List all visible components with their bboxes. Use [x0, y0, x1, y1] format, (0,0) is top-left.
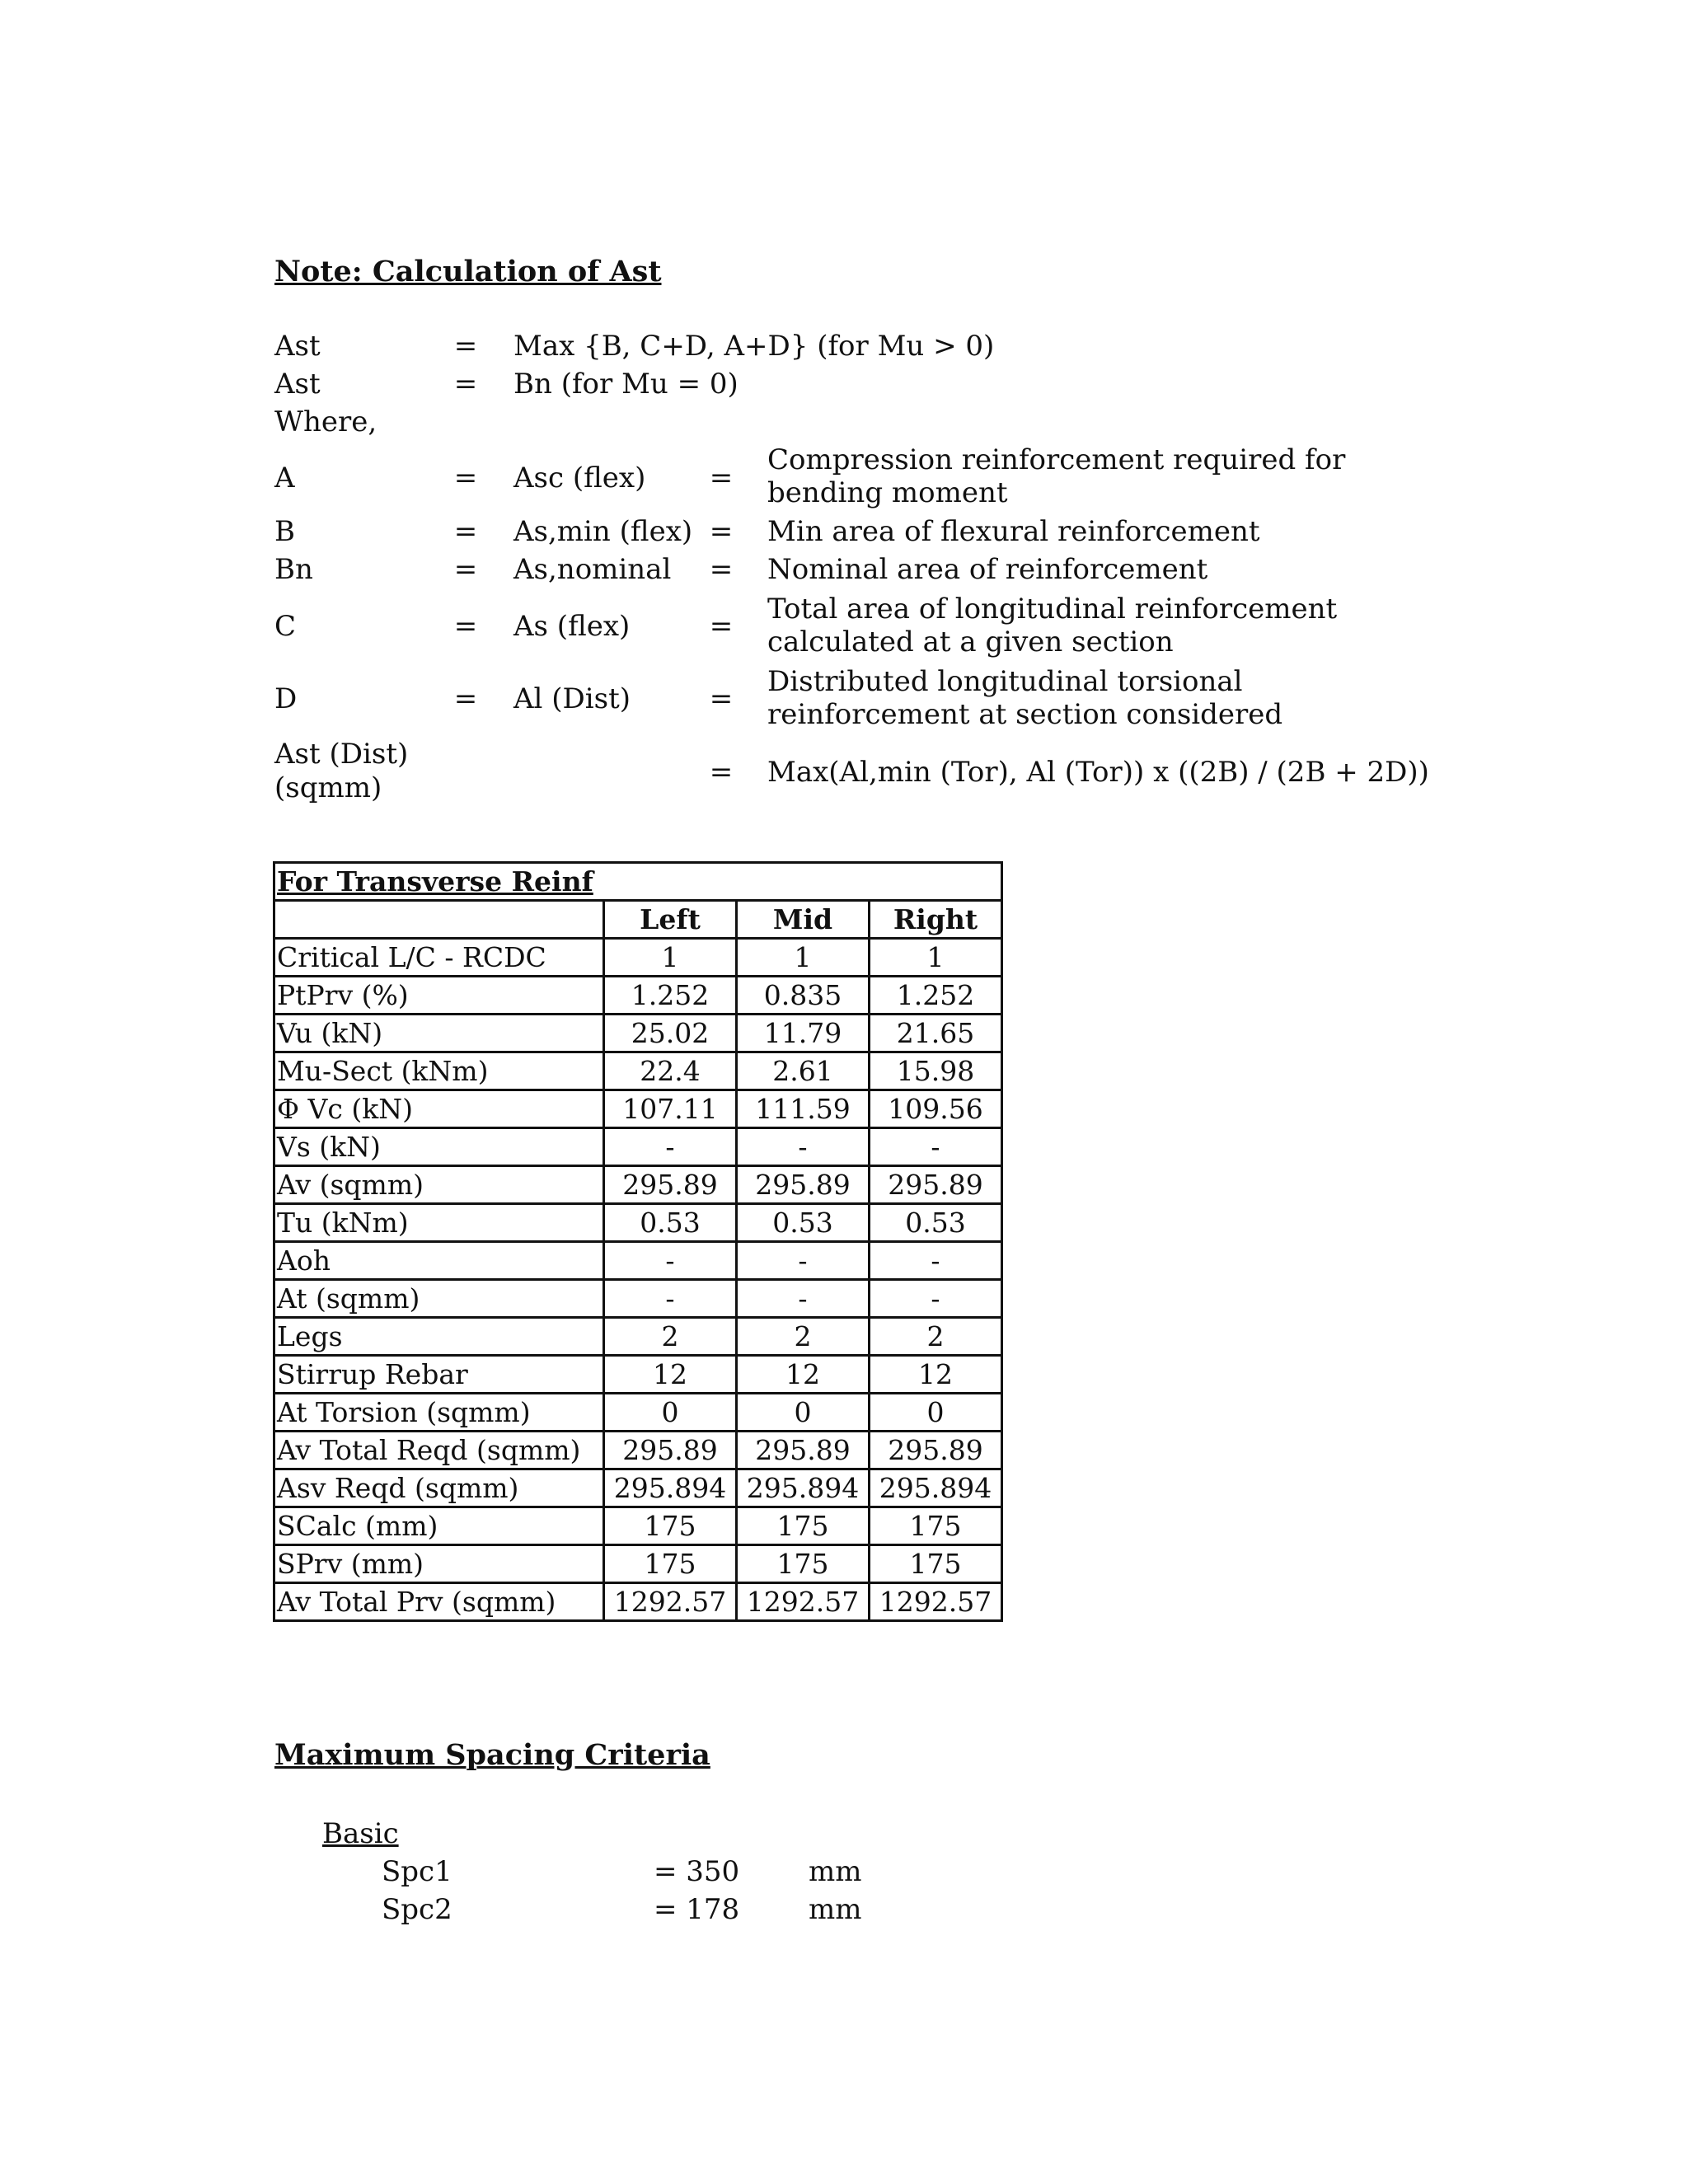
cell-right: 175: [870, 1507, 1002, 1545]
cell-left: 2: [604, 1318, 737, 1356]
table-row: [274, 1204, 1002, 1242]
row-label: PtPrv (%): [274, 977, 604, 1015]
cell-right: 21.65: [870, 1015, 1002, 1052]
table-row: [274, 1394, 1002, 1432]
cell-left: -: [604, 1128, 737, 1166]
cell-mid: 175: [737, 1507, 870, 1545]
cell-mid: 175: [737, 1545, 870, 1583]
cell-left: 22.4: [604, 1052, 737, 1090]
cell-right: 2: [870, 1318, 1002, 1356]
def-d-desc: Distributed longitudinal torsional reinforcement at section considered: [767, 665, 1283, 731]
cell-right: 295.89: [870, 1432, 1002, 1469]
table-row: [274, 977, 1002, 1015]
spc1-unit: mm: [809, 1855, 862, 1888]
table-row: [274, 1128, 1002, 1166]
ast-dist-eq: =: [709, 756, 734, 789]
max-spacing-title: Maximum Spacing Criteria: [274, 1738, 710, 1772]
spc2-value: = 178: [654, 1893, 740, 1926]
table-row: [274, 1583, 1002, 1621]
row-label: Av (sqmm): [274, 1166, 604, 1204]
cell-left: -: [604, 1280, 737, 1318]
header-blank-cell: [274, 901, 604, 939]
cell-right: 12: [870, 1356, 1002, 1394]
def-bn-eq1: =: [453, 553, 478, 586]
row-label: Mu-Sect (kNm): [274, 1052, 604, 1090]
cell-mid: -: [737, 1242, 870, 1280]
cell-mid: 0.835: [737, 977, 870, 1015]
cell-mid: 2.61: [737, 1052, 870, 1090]
table-row: [274, 1469, 1002, 1507]
row-label: Vs (kN): [274, 1128, 604, 1166]
cell-right: 0: [870, 1394, 1002, 1432]
ast-expr-2: Bn (for Mu = 0): [513, 368, 738, 401]
table-row: [274, 1242, 1002, 1280]
row-label: Tu (kNm): [274, 1204, 604, 1242]
table-row: [274, 1015, 1002, 1052]
ast-dist-label-1: Ast (Dist): [274, 738, 409, 771]
cell-right: 0.53: [870, 1204, 1002, 1242]
table-row: [274, 1318, 1002, 1356]
def-bn-desc: Nominal area of reinforcement: [767, 553, 1208, 586]
def-c-desc: Total area of longitudinal reinforcement calculated at a given section: [767, 593, 1338, 658]
spc2-unit: mm: [809, 1893, 862, 1926]
row-label: Vu (kN): [274, 1015, 604, 1052]
cell-mid: 295.89: [737, 1432, 870, 1469]
spc1-name: Spc1: [382, 1855, 452, 1888]
spc2-name: Spc2: [382, 1893, 452, 1926]
cell-right: 295.89: [870, 1166, 1002, 1204]
row-label: Av Total Reqd (sqmm): [274, 1432, 604, 1469]
ast-dist-expr: Max(Al,min (Tor), Al (Tor)) x ((2B) / (2B + 2D)): [767, 756, 1429, 789]
cell-left: 1.252: [604, 977, 737, 1015]
cell-left: 107.11: [604, 1090, 737, 1128]
cell-left: 0: [604, 1394, 737, 1432]
cell-mid: 111.59: [737, 1090, 870, 1128]
table-row: [274, 1052, 1002, 1090]
cell-left: -: [604, 1242, 737, 1280]
cell-mid: 1: [737, 939, 870, 977]
ast-label-2: Ast: [274, 368, 321, 401]
cell-left: 0.53: [604, 1204, 737, 1242]
cell-right: 1292.57: [870, 1583, 1002, 1621]
table-row: [274, 1090, 1002, 1128]
table-title-row: [274, 863, 1002, 901]
transverse-reinf-table: [273, 861, 1003, 1622]
table-row: [274, 1432, 1002, 1469]
spc1-value: = 350: [654, 1855, 740, 1888]
cell-left: 12: [604, 1356, 737, 1394]
cell-mid: 295.894: [737, 1469, 870, 1507]
row-label: Aoh: [274, 1242, 604, 1280]
basic-label: Basic: [322, 1817, 399, 1850]
row-label: Φ Vc (kN): [274, 1090, 604, 1128]
row-label: SCalc (mm): [274, 1507, 604, 1545]
cell-mid: -: [737, 1280, 870, 1318]
def-a-eq2: =: [709, 462, 734, 494]
note-title: Note: Calculation of Ast: [274, 255, 662, 288]
cell-right: 1.252: [870, 977, 1002, 1015]
cell-left: 295.894: [604, 1469, 737, 1507]
def-c-label: C: [274, 610, 297, 643]
cell-right: 175: [870, 1545, 1002, 1583]
cell-left: 1292.57: [604, 1583, 737, 1621]
def-d-eq2: =: [709, 682, 734, 715]
def-c-eq1: =: [453, 610, 478, 643]
def-d-label: D: [274, 682, 298, 715]
def-d-eq1: =: [453, 682, 478, 715]
cell-left: 175: [604, 1507, 737, 1545]
def-b-term: As,min (flex): [513, 515, 693, 548]
def-b-eq1: =: [453, 515, 478, 548]
def-a-desc: Compression reinforcement required for bending moment: [767, 443, 1346, 509]
cell-mid: 0.53: [737, 1204, 870, 1242]
table-row: [274, 939, 1002, 977]
cell-right: 1: [870, 939, 1002, 977]
cell-left: 175: [604, 1545, 737, 1583]
def-b-eq2: =: [709, 515, 734, 548]
header-mid: Mid: [737, 901, 870, 939]
def-c-term: As (flex): [513, 610, 631, 643]
table-row: [274, 1166, 1002, 1204]
table-row: [274, 1545, 1002, 1583]
row-label: Critical L/C - RCDC: [274, 939, 604, 977]
row-label: SPrv (mm): [274, 1545, 604, 1583]
row-label: Av Total Prv (sqmm): [274, 1583, 604, 1621]
header-left: Left: [604, 901, 737, 939]
row-label: Legs: [274, 1318, 604, 1356]
table-title: For Transverse Reinf: [274, 863, 1002, 901]
row-label: Stirrup Rebar: [274, 1356, 604, 1394]
cell-left: 295.89: [604, 1432, 737, 1469]
ast-eq-1: =: [453, 330, 478, 363]
cell-mid: 2: [737, 1318, 870, 1356]
ast-dist-label-2: (sqmm): [274, 771, 382, 804]
cell-mid: 11.79: [737, 1015, 870, 1052]
def-bn-label: Bn: [274, 553, 313, 586]
cell-mid: 0: [737, 1394, 870, 1432]
cell-right: -: [870, 1280, 1002, 1318]
cell-mid: 295.89: [737, 1166, 870, 1204]
cell-mid: 12: [737, 1356, 870, 1394]
def-bn-eq2: =: [709, 553, 734, 586]
def-a-eq1: =: [453, 462, 478, 494]
table-row: [274, 1280, 1002, 1318]
cell-right: -: [870, 1128, 1002, 1166]
def-b-label: B: [274, 515, 295, 548]
header-right: Right: [870, 901, 1002, 939]
cell-mid: 1292.57: [737, 1583, 870, 1621]
def-a-term: Asc (flex): [513, 462, 646, 494]
cell-right: 295.894: [870, 1469, 1002, 1507]
table-row: [274, 1507, 1002, 1545]
def-d-term: Al (Dist): [513, 682, 631, 715]
def-c-eq2: =: [709, 610, 734, 643]
table-body: [274, 939, 1002, 1621]
table-row: [274, 1356, 1002, 1394]
cell-right: 109.56: [870, 1090, 1002, 1128]
row-label: At Torsion (sqmm): [274, 1394, 604, 1432]
cell-right: -: [870, 1242, 1002, 1280]
row-label: At (sqmm): [274, 1280, 604, 1318]
cell-left: 295.89: [604, 1166, 737, 1204]
row-label: Asv Reqd (sqmm): [274, 1469, 604, 1507]
ast-expr-1: Max {B, C+D, A+D} (for Mu > 0): [513, 330, 995, 363]
cell-mid: -: [737, 1128, 870, 1166]
cell-left: 25.02: [604, 1015, 737, 1052]
ast-eq-2: =: [453, 368, 478, 401]
def-b-desc: Min area of flexural reinforcement: [767, 515, 1260, 548]
cell-right: 15.98: [870, 1052, 1002, 1090]
ast-label-1: Ast: [274, 330, 321, 363]
def-bn-term: As,nominal: [513, 553, 672, 586]
def-a-label: A: [274, 462, 295, 494]
cell-left: 1: [604, 939, 737, 977]
where-label: Where,: [274, 405, 377, 438]
table-header-row: [274, 901, 1002, 939]
